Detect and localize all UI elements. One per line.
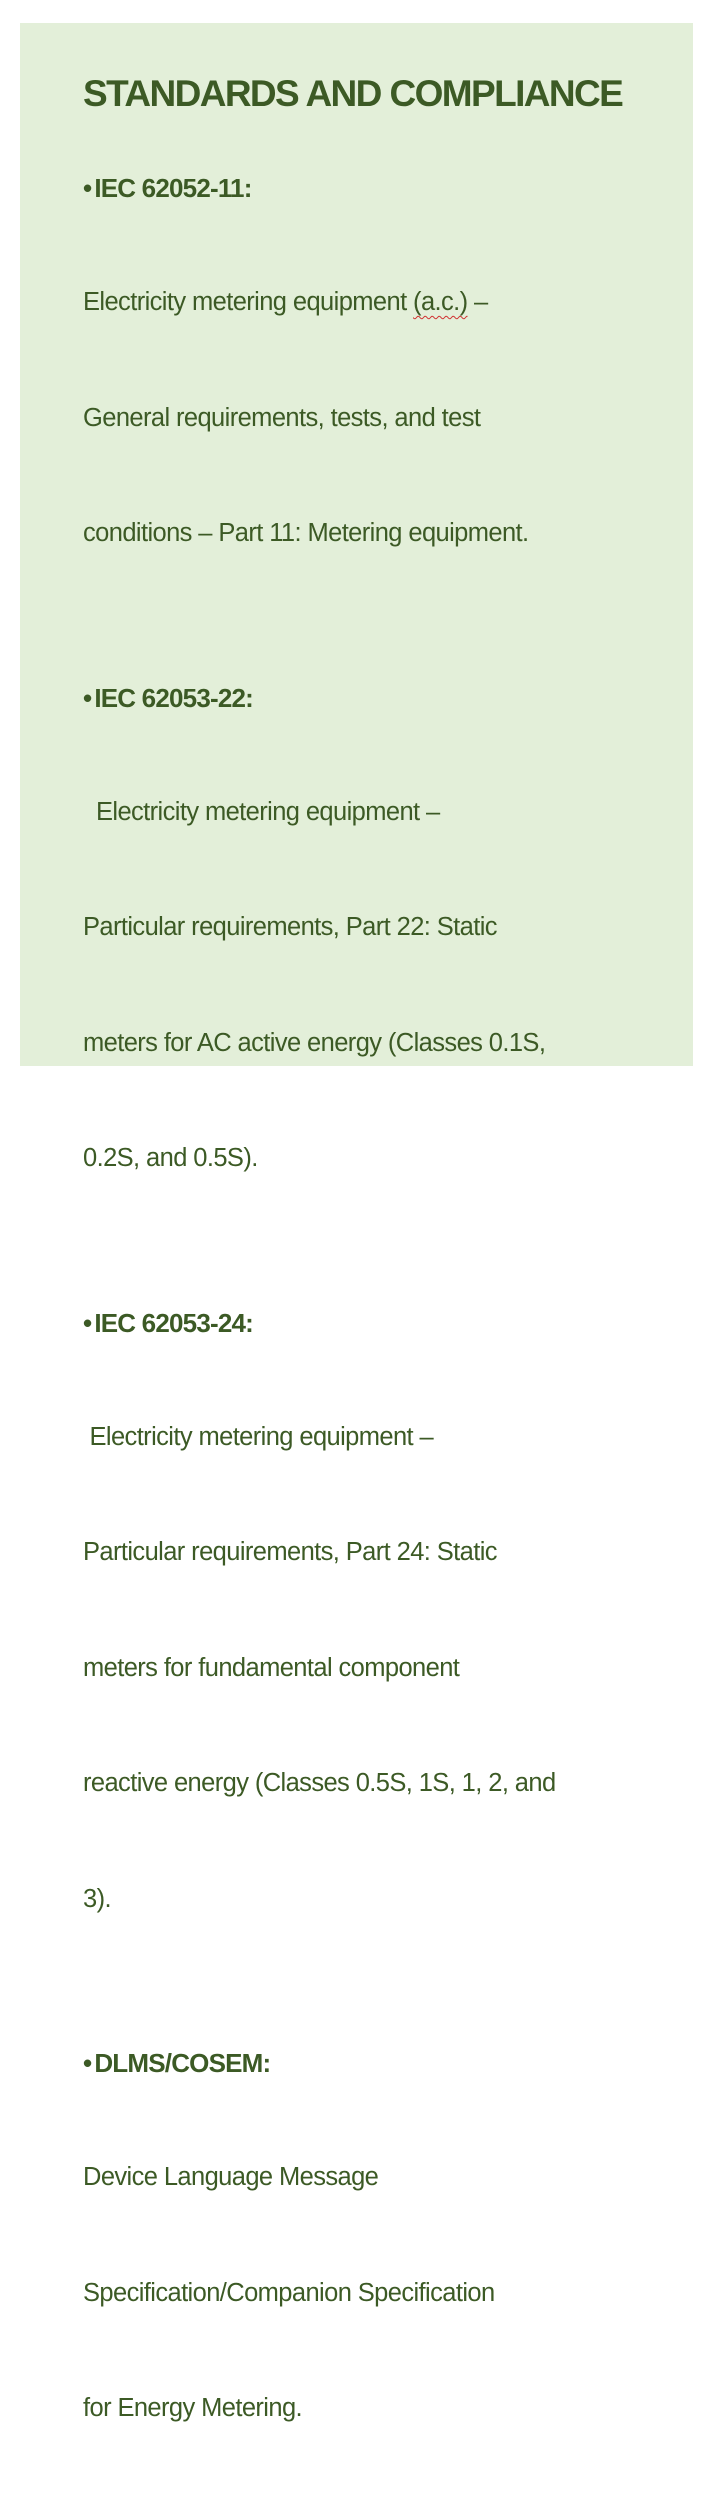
- standard-code: IEC 62053-24:: [94, 1307, 254, 1338]
- standard-description: [83, 206, 643, 630]
- panel-content: [83, 71, 643, 2505]
- standard-item-dlms-cosem: [83, 2047, 643, 2505]
- description-line: reactive energy (Classes 0.5S, 1S, 1, 2, and: [83, 1769, 556, 1797]
- description-text: –: [467, 288, 488, 316]
- standard-item-iec-62053-24: [83, 1307, 643, 1996]
- description-line: 3).: [83, 1884, 111, 1913]
- bullet-glyph: •: [83, 2048, 92, 2078]
- description-line: Particular requirements, Part 24: Static: [83, 1538, 497, 1566]
- description-line: Electricity metering equipment –: [83, 797, 440, 826]
- spellcheck-flagged-text: (a.c.): [413, 288, 468, 316]
- standard-code: IEC 62053-22:: [94, 682, 254, 713]
- standard-heading: [83, 2047, 643, 2079]
- standard-code: DLMS/COSEM:: [94, 2048, 271, 2078]
- standard-description: [83, 716, 643, 1255]
- description-line: Particular requirements, Part 22: Static: [83, 913, 497, 941]
- description-line: meters for fundamental component: [83, 1653, 460, 1682]
- standard-description: [83, 1341, 643, 1996]
- standard-heading: [83, 172, 643, 204]
- standard-code: IEC 62052-11:: [94, 173, 252, 203]
- bullet-glyph: •: [83, 1307, 92, 1338]
- description-line: Electricity metering equipment –: [83, 1422, 434, 1451]
- description-line: [83, 283, 643, 322]
- description-line: Specification/Companion Specification: [83, 2278, 495, 2307]
- description-line: 0.2S, and 0.5S).: [83, 1144, 258, 1172]
- description-line: for Energy Metering.: [83, 2394, 303, 2422]
- standards-panel: [20, 23, 693, 2422]
- panel-title: STANDARDS AND COMPLIANCE: [83, 73, 623, 114]
- standard-heading: [83, 1307, 643, 1339]
- standard-item-iec-62052-11: [83, 172, 643, 630]
- description-line: conditions – Part 11: Metering equipment.: [83, 519, 529, 547]
- description-line: General requirements, tests, and test: [83, 403, 481, 432]
- bullet-glyph: •: [83, 682, 92, 713]
- standard-item-iec-62053-22: [83, 682, 643, 1255]
- description-line: meters for AC active energy (Classes 0.1S,: [83, 1028, 546, 1057]
- standard-heading: [83, 682, 643, 714]
- description-text: Electricity metering equipment: [83, 288, 414, 316]
- bullet-glyph: •: [83, 173, 92, 203]
- standard-description: [83, 2081, 643, 2505]
- description-line: Device Language Message: [83, 2163, 379, 2191]
